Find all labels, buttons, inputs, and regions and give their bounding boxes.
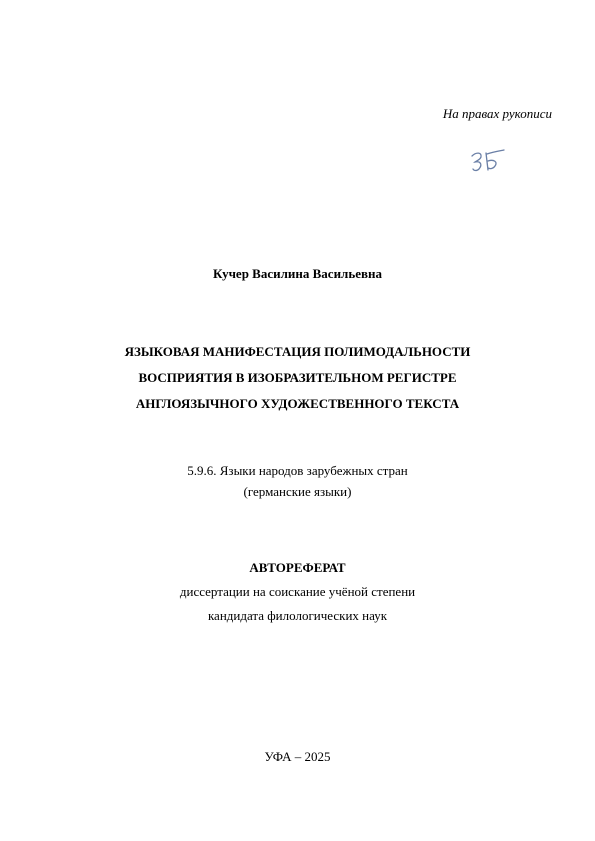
title-line-2: ВОСПРИЯТИЯ В ИЗОБРАЗИТЕЛЬНОМ РЕГИСТРЕ — [138, 370, 457, 385]
abstract-line-2: кандидата филологических наук — [207, 608, 388, 623]
title-line-1: ЯЗЫКОВАЯ МАНИФЕСТАЦИЯ ПОЛИМОДАЛЬНОСТИ — [124, 344, 471, 359]
specialty-block — [0, 460, 595, 502]
city-year: УФА – 2025 — [264, 749, 331, 764]
abstract-heading: АВТОРЕФЕРАТ — [249, 560, 346, 575]
rights-note: На правах рукописи — [442, 106, 552, 121]
dissertation-title — [0, 339, 595, 417]
specialty-subline: (германские языки) — [243, 484, 352, 499]
handwritten-signature — [466, 144, 508, 174]
title-line-3: АНГЛОЯЗЫЧНОГО ХУДОЖЕСТВЕННОГО ТЕКСТА — [135, 396, 460, 411]
abstract-line-1: диссертации на соискание учёной степени — [179, 584, 416, 599]
author-name: Кучер Василина Васильевна — [212, 266, 383, 281]
abstract-block — [0, 556, 595, 628]
specialty-code: 5.9.6. Языки народов зарубежных стран — [187, 463, 408, 478]
